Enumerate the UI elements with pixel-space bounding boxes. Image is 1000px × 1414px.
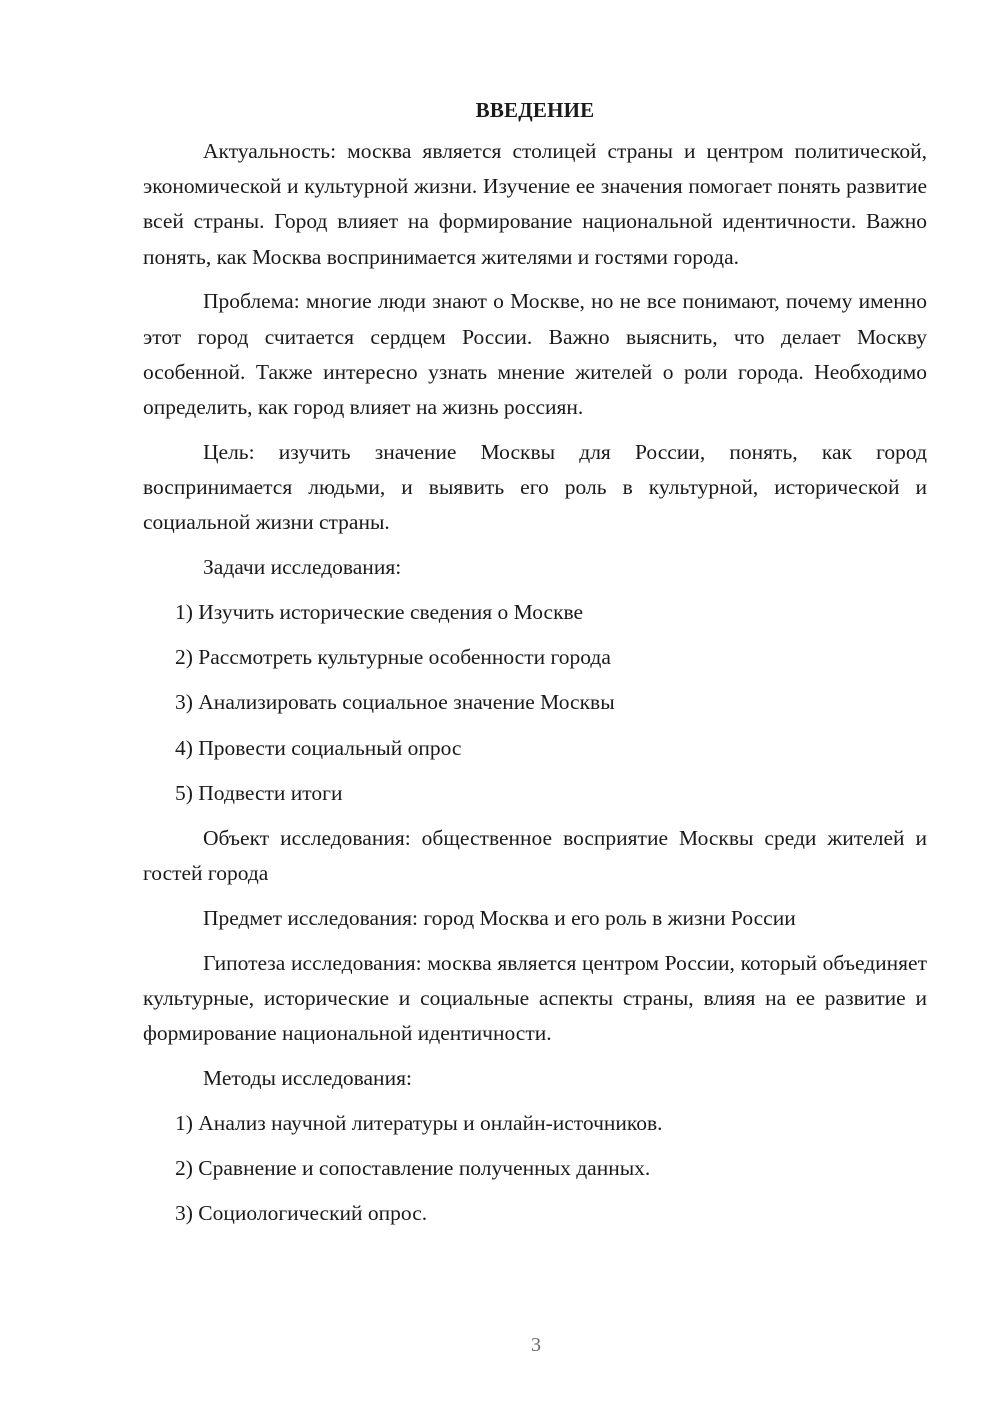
task-item: 5) Подвести итоги: [175, 780, 343, 805]
task-item: 3) Анализировать социальное значение Москвы: [175, 690, 615, 715]
subject-paragraph: Предмет исследования: город Москва и его роль в жизни России: [203, 905, 796, 930]
methods-list: [143, 1106, 927, 1232]
method-item: 1) Анализ научной литературы и онлайн-источников.: [175, 1110, 663, 1135]
object-paragraph: Объект исследования: общественное восприятие Москвы среди жителей и гостей города: [143, 825, 927, 886]
method-item: 2) Сравнение и сопоставление полученных данных.: [175, 1156, 651, 1181]
task-item: 2) Рассмотреть культурные особенности города: [175, 645, 611, 670]
tasks-heading: Задачи исследования:: [203, 554, 402, 579]
hypothesis-paragraph: Гипотеза исследования: москва является центром России, который объединяет культурные, исторические и социальные аспекты страны, влияя на ее развитие и формирование национальной идентичности.: [143, 950, 927, 1045]
document-page: [143, 92, 927, 1241]
page-number: 3: [531, 1334, 541, 1356]
document-title: ВВЕДЕНИЕ: [475, 98, 595, 122]
goal-paragraph: Цель: изучить значение Москвы для России, понять, как город воспринимается людьми, и выявить его роль в культурной, исторической и социальной жизни страны.: [143, 439, 927, 535]
tasks-list: [143, 595, 927, 811]
task-item: 1) Изучить исторические сведения о Москве: [175, 599, 584, 624]
relevance-paragraph: Актуальность: москва является столицей страны и центром политической, экономической и культурной жизни. Изучение ее значения помогает понять развитие всей страны. Город влияет на формирование национальной идентичности. Важно понять, как Москва воспринимается жителями и гостями города.: [143, 139, 927, 269]
method-item: 3) Социологический опрос.: [175, 1201, 428, 1226]
task-item: 4) Провести социальный опрос: [175, 735, 462, 760]
methods-heading: Методы исследования:: [203, 1065, 412, 1090]
problem-paragraph: Проблема: многие люди знают о Москве, но не все понимают, почему именно этот город считается сердцем России. Важно выяснить, что делает Москву особенной. Также интересно узнать мнение жителей о роли города. Необходимо определить, как город влияет на жизнь россиян.: [143, 289, 927, 419]
